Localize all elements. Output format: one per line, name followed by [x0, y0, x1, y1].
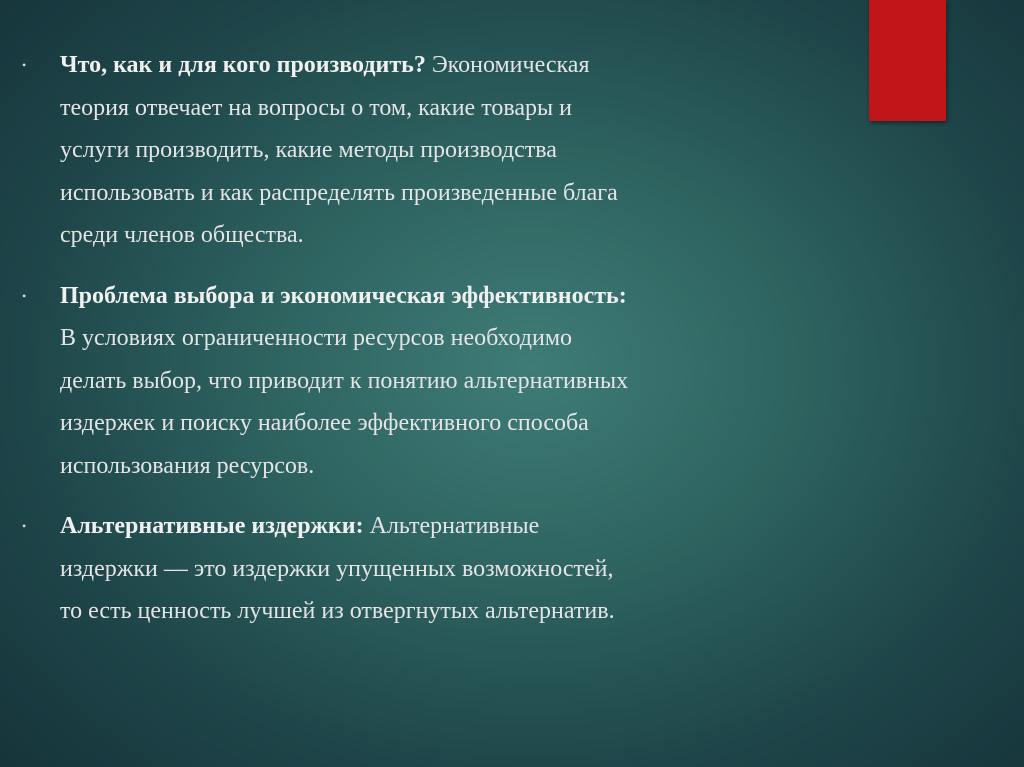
bullet-item-production-questions — [18, 44, 878, 257]
bullet-text-line: услуги производить, какие методы производства — [60, 137, 557, 163]
bullet-dot-icon: • — [22, 288, 27, 303]
bullet-text-line: Экономическая — [425, 52, 590, 78]
bullet-item-choice-efficiency — [18, 275, 878, 488]
bullet-text-line: делать выбор, что приводит к понятию альтернативных — [60, 367, 629, 394]
bullet-first-line — [60, 275, 878, 318]
red-accent-block — [869, 0, 946, 121]
bullet-text-line: использовать и как распределять произведенные блага — [60, 179, 618, 206]
bullet-term: Что, как и для кого производить? — [60, 52, 426, 78]
bullet-text-line: В условиях ограниченности ресурсов необходимо — [60, 325, 573, 351]
bullet-term: Проблема выбора и экономическая эффективность: — [60, 282, 627, 309]
bullet-first-line — [60, 505, 878, 548]
bullet-text-line: среди членов общества. — [60, 222, 304, 248]
bullet-text-line: то есть ценность лучшей из отвергнутых альтернатив. — [60, 598, 615, 624]
bullet-text-line: издержек и поиску наиболее эффективного способа — [60, 410, 589, 436]
bullet-dot-icon: • — [22, 519, 27, 533]
bullet-text-line: Альтернативные — [363, 513, 540, 539]
bullet-item-opportunity-cost — [18, 505, 878, 633]
bullet-term: Альтернативные издержки: — [60, 513, 364, 539]
bullet-list — [18, 44, 878, 651]
bullet-text-line: использования ресурсов. — [60, 452, 315, 479]
bullet-first-line — [60, 44, 878, 87]
bullet-text-line: теория отвечает на вопросы о том, какие товары и — [60, 94, 573, 121]
bullet-dot-icon: • — [22, 58, 27, 72]
bullet-text-line: издержки — это издержки упущенных возможностей, — [60, 555, 614, 582]
